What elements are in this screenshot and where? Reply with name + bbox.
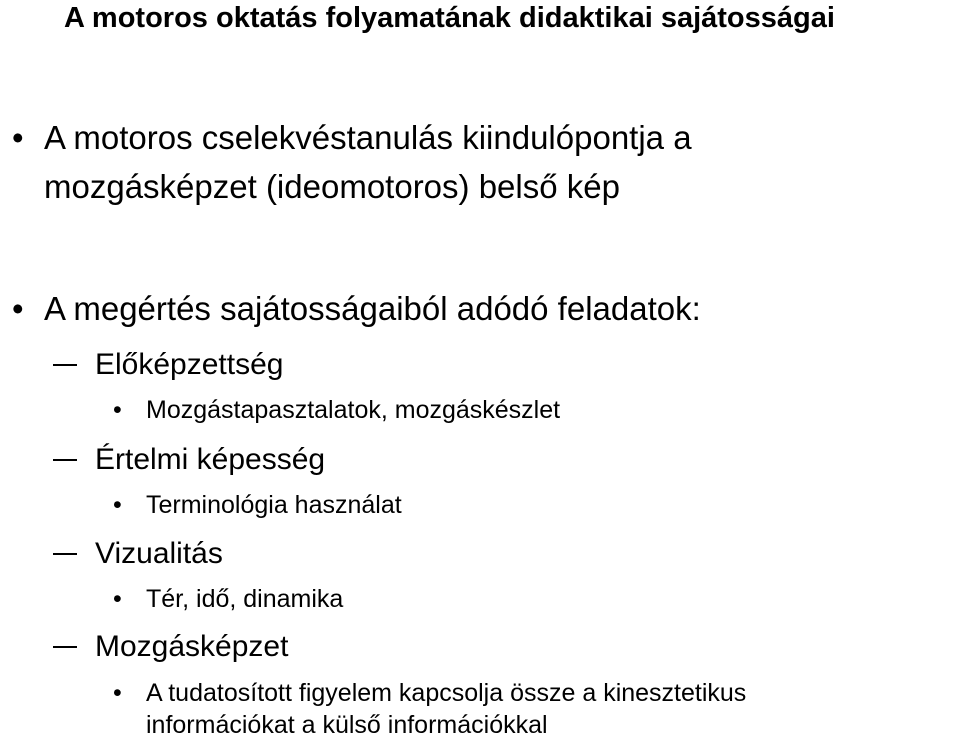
dash-icon: [53, 459, 77, 461]
detail-text: információkat a külső információkkal: [146, 711, 548, 739]
dash-icon: [53, 646, 77, 648]
bullet-icon: •: [12, 119, 24, 156]
detail-text: Tér, idő, dinamika: [146, 585, 344, 613]
bullet-icon: •: [12, 290, 24, 327]
subitem-label: Vizualitás: [95, 537, 223, 570]
bullet-icon: •: [113, 491, 122, 519]
detail-text: A tudatosított figyelem kapcsolja össze a kinesztetikus: [146, 679, 747, 707]
bullet-icon: •: [113, 396, 122, 424]
detail-text: Terminológia használat: [146, 491, 402, 519]
detail-text: Mozgástapasztalatok, mozgáskészlet: [146, 396, 561, 424]
bullet-text: mozgásképzet (ideomotoros) belső kép: [44, 168, 620, 205]
subitem-label: Mozgásképzet: [95, 630, 289, 663]
dash-icon: [53, 553, 77, 555]
bullet-icon: •: [113, 585, 122, 613]
subitem-label: Értelmi képesség: [95, 443, 326, 476]
slide-title: A motoros oktatás folyamatának didaktikai sajátosságai: [64, 2, 835, 34]
bullet-text: A motoros cselekvéstanulás kiindulópontja a: [44, 119, 692, 156]
bullet-text: A megértés sajátosságaiból adódó feladatok:: [44, 290, 701, 327]
subitem-label: Előképzettség: [95, 348, 284, 381]
dash-icon: [53, 364, 77, 366]
bullet-icon: •: [113, 679, 122, 707]
